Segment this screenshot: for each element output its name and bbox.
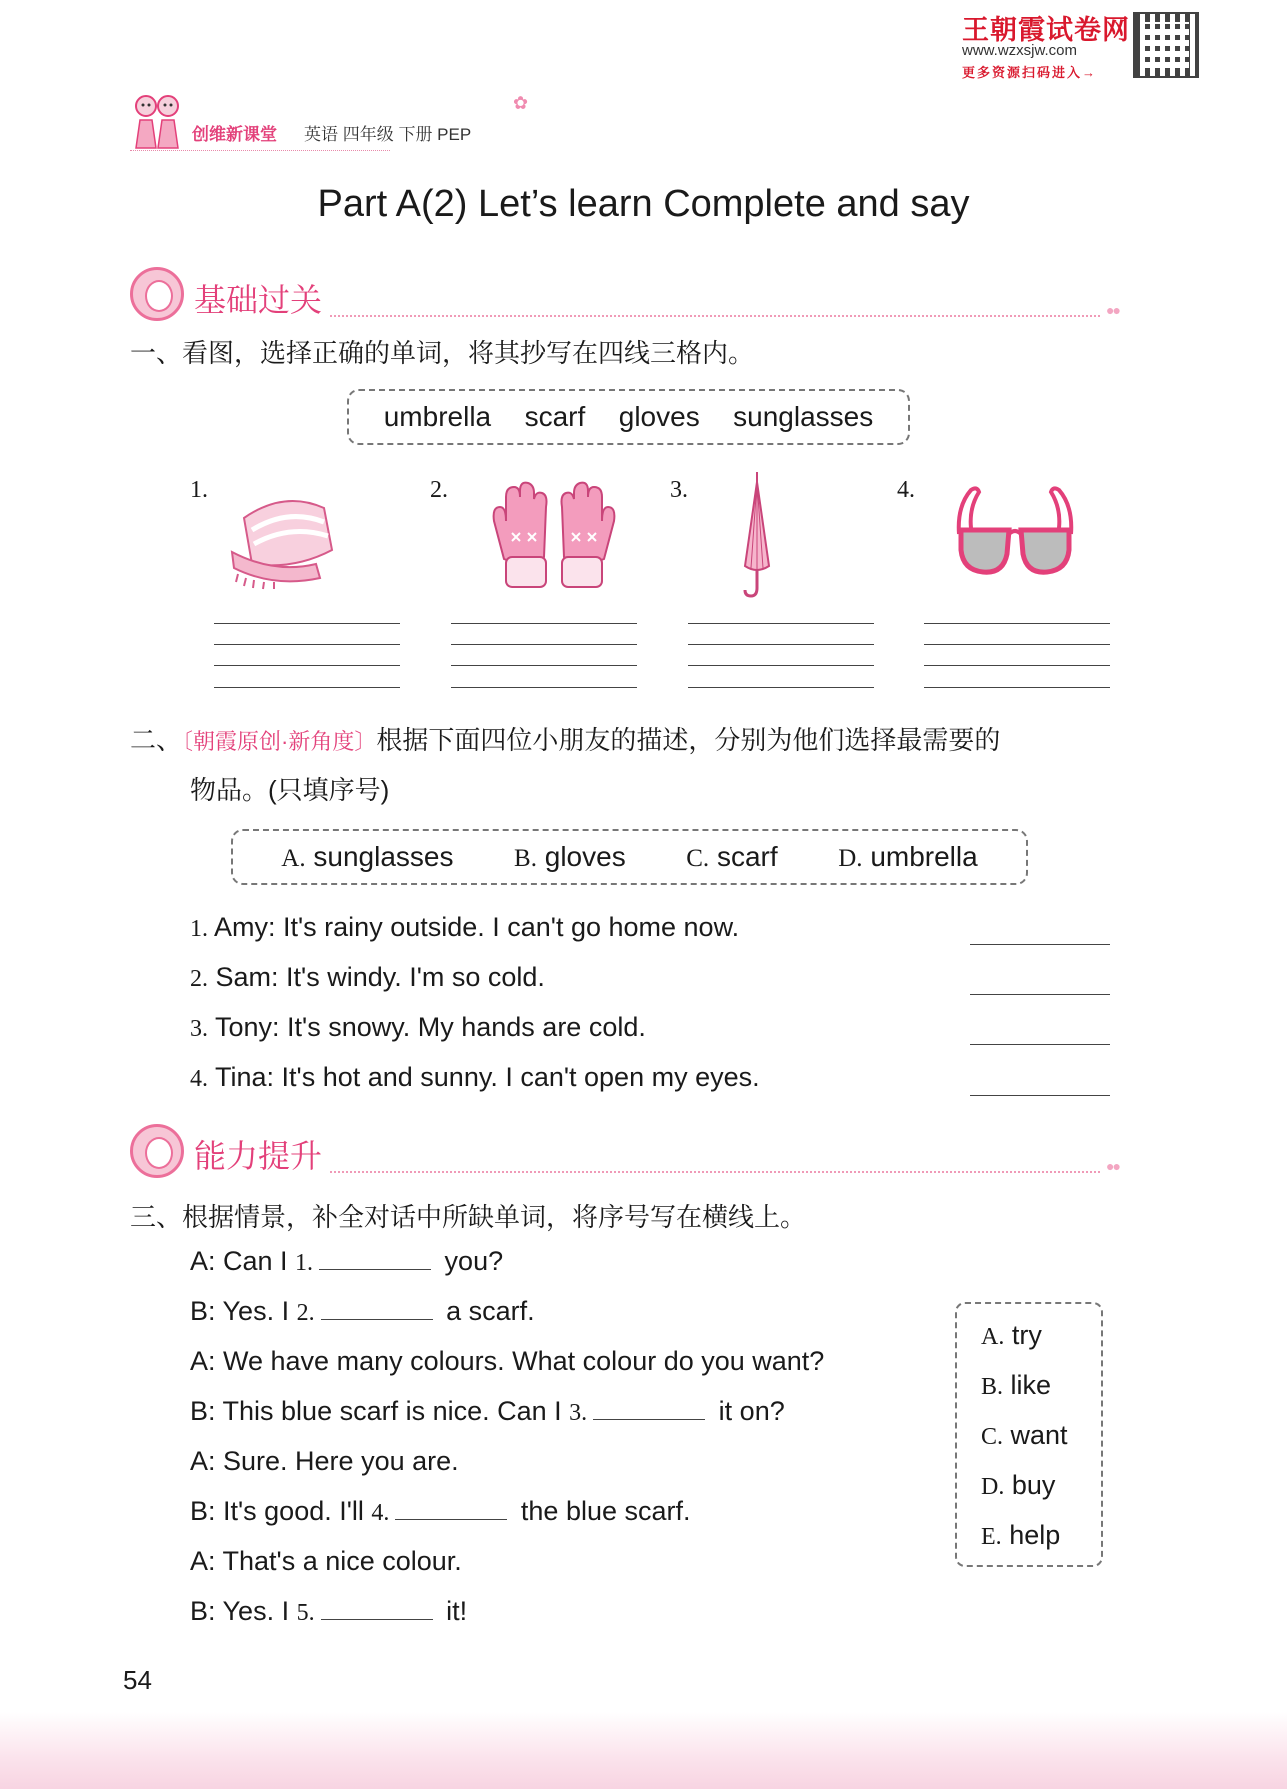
question-2-prefix: 二、 (130, 725, 183, 755)
footer-band (0, 1712, 1287, 1789)
page-title: Part A(2) Let’s learn Complete and say (317, 183, 970, 225)
question-2-text: 根据下面四位小朋友的描述，分别为他们选择最需要的 (376, 725, 1001, 755)
dots-deco-icon: ●● (1106, 302, 1119, 318)
option-item: E. help (981, 1520, 1061, 1550)
dialogue-line: A: We have many colours. What colour do you want? (190, 1346, 825, 1376)
item-number: 3. (670, 477, 688, 503)
page-number: 54 (123, 1665, 152, 1695)
blank-field[interactable] (321, 1297, 433, 1320)
section-mascot-icon (130, 1124, 184, 1178)
word-bank-1 (347, 389, 910, 445)
option-item: D. umbrella (838, 841, 978, 872)
option-item: C. scarf (686, 841, 778, 872)
word-bank-item: scarf (524, 401, 586, 432)
question-1-title: 一、看图，选择正确的单词，将其抄写在四线三格内。 (130, 338, 755, 368)
option-box (955, 1302, 1103, 1567)
sentence: 3. Tony: It's snowy. My hands are cold. (190, 1012, 646, 1042)
dialogue-line: A: That's a nice colour. (190, 1546, 462, 1576)
section-divider (330, 315, 1100, 317)
option-item: A. sunglasses (281, 841, 454, 872)
dialogue-line: A: Can I 1. you? (190, 1246, 504, 1276)
dialogue-line: A: Sure. Here you are. (190, 1446, 459, 1476)
dialogue-line: B: This blue scarf is nice. Can I 3. it on? (190, 1396, 785, 1426)
option-item: C. want (981, 1420, 1068, 1450)
qr-code-icon[interactable] (1133, 12, 1199, 78)
writing-lines[interactable] (924, 623, 1110, 689)
writing-lines[interactable] (451, 623, 637, 689)
flower-deco-icon: ✿ (513, 93, 529, 113)
brand-name: 王朝霞试卷网 (962, 15, 1130, 45)
question-2-title (130, 720, 1000, 757)
umbrella-icon (735, 470, 779, 600)
section-title-advanced: 能力提升 (194, 1138, 323, 1174)
series-name: 创维新课堂 (192, 125, 277, 144)
section-title-basic: 基础过关 (194, 282, 323, 318)
sentence: 1. Amy: It's rainy outside. I can't go home now. (190, 912, 740, 942)
question-tag: 〔朝霞原创·新角度〕 (182, 729, 377, 754)
answer-line[interactable] (970, 1044, 1110, 1045)
writing-lines[interactable] (214, 623, 400, 689)
word-bank-item: gloves (618, 401, 700, 432)
option-item: B. like (981, 1370, 1052, 1400)
writing-lines[interactable] (688, 623, 874, 689)
question-2-title-cont: 物品。(只填序号) (190, 775, 390, 805)
sentence: 2. Sam: It's windy. I'm so cold. (190, 962, 545, 992)
blank-field[interactable] (395, 1497, 507, 1520)
sentence: 4. Tina: It's hot and sunny. I can't open my eyes. (190, 1062, 760, 1092)
item-number: 1. (190, 477, 208, 503)
item-number: 4. (897, 477, 915, 503)
word-bank-2 (231, 829, 1028, 885)
gloves-icon (484, 477, 624, 597)
blank-field[interactable] (593, 1397, 705, 1420)
item-number: 2. (430, 477, 448, 503)
brand-more-text: 更多资源扫码进入→ (962, 65, 1098, 80)
option-item: A. try (981, 1320, 1042, 1350)
answer-line[interactable] (970, 1095, 1110, 1096)
dialogue-line: B: It's good. I'll 4. the blue scarf. (190, 1496, 691, 1526)
word-bank-item: sunglasses (733, 401, 874, 432)
dialogue-line: B: Yes. I 5. it! (190, 1596, 468, 1626)
section-divider (330, 1171, 1100, 1173)
section-mascot-icon (130, 267, 184, 321)
option-item: B. gloves (514, 841, 626, 872)
answer-line[interactable] (970, 944, 1110, 945)
blank-field[interactable] (321, 1597, 433, 1620)
header-divider (130, 150, 390, 151)
dots-deco-icon: ●● (1106, 1158, 1119, 1174)
dialogue-line: B: Yes. I 2. a scarf. (190, 1296, 535, 1326)
scarf-icon (224, 478, 344, 590)
sunglasses-icon (953, 484, 1077, 580)
subject-info: 英语 四年级 下册 PEP (304, 125, 472, 144)
answer-line[interactable] (970, 994, 1110, 995)
brand-url[interactable]: www.wzxsjw.com (962, 42, 1078, 59)
kids-logo-icon (126, 90, 188, 152)
blank-field[interactable] (319, 1247, 431, 1270)
question-3-title: 三、根据情景，补全对话中所缺单词，将序号写在横线上。 (130, 1202, 807, 1232)
option-item: D. buy (981, 1470, 1056, 1500)
word-bank-item: umbrella (383, 401, 492, 432)
